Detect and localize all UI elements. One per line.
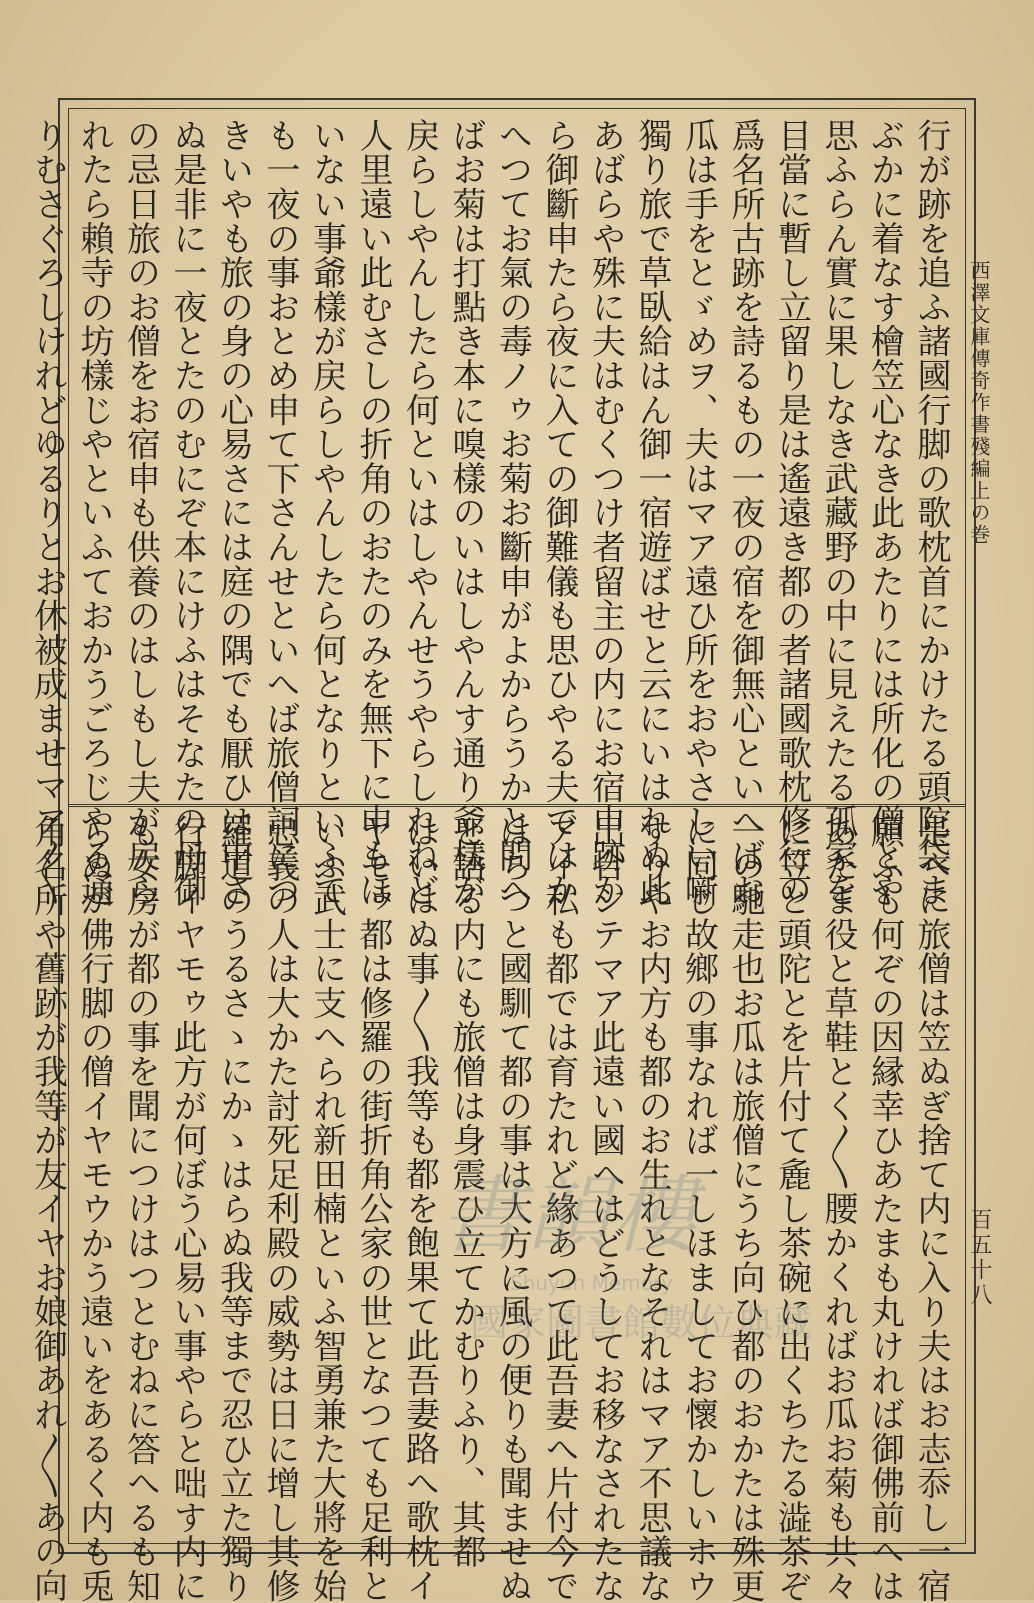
text-line: 行が跡を追ふ諸國行脚の歌枕首にかけたる頭陀袋ま	[911, 118, 951, 907]
text-line: 爲名所古跡を詩るもの一夜の宿を御無心といへばお	[725, 118, 765, 907]
text-line: も一夜の事おとめ申て下さんせといへば旅僧詞につ	[260, 118, 300, 907]
text-line: りむさぐろしけれどゆるりとお休被成ませマア〳〵	[27, 118, 68, 907]
text-line: 角名所や舊跡が我等が友イヤお娘御あれ〳〵あの向	[27, 814, 68, 1603]
text-line: 獨り旅で草臥給はん御一宿遊ばせと云にいはれぬ此	[632, 118, 672, 907]
text-line: 瓜は手をとゞめヲ、夫はマア遠ひ所をおやさしい噺	[678, 118, 719, 907]
running-head: 西澤文庫傳奇作書殘編上の巻	[967, 260, 991, 546]
text-line: 出合シテマア此遠い國へはどうしてお移なされたな	[585, 814, 626, 1603]
text-line: いふ武士に支へられ新田楠といふ智勇兼た大將を始	[306, 814, 347, 1603]
watermark-main-text: 書韻樓	[440, 1166, 699, 1264]
text-line: ヤモゥ都は修羅の街折角公家の世となつても足利と	[353, 814, 393, 1603]
text-line: ら御斷申たら夜に入ての御難儀も思ひやる夫ではか	[539, 118, 579, 907]
text-line: へつてお氣の毒ノゥお菊お斷申がよからうかと問へ	[492, 118, 533, 907]
text-line: の忌日旅のお僧をお宿申も供養のはしもし夫が戻ら	[120, 118, 161, 907]
text-line: はちつと國馴て都の事は大方に風の便りも聞ませぬ	[492, 814, 533, 1603]
upper-text-block	[27, 118, 954, 907]
text-line: はいはぬ事〳〵我等も都を飽果て此吾妻路へ歌枕イ	[399, 814, 440, 1603]
text-line: も女房が都の事を聞につけはつとむねに答へるも知	[120, 814, 161, 1603]
text-line: 是へに旅僧は笠ぬぎ捨て内に入り夫はお志忝し一宿	[911, 814, 951, 1603]
text-line: いない事爺樣が戻らしやんしたら何となりといふて	[306, 118, 347, 907]
text-line: 一の馳走也お瓜は旅僧にうち向ひ都のおかたは殊更	[725, 814, 765, 1603]
page-number: 百五十八	[967, 1208, 992, 1308]
text-line: ぬ是非に一夜とたのむにぞ本にけふはそなたの母御	[167, 118, 207, 907]
text-line: れたら賴寺の坊樣じやといふておかうごろじやる通	[74, 118, 114, 907]
text-line: らぬが佛行脚の僧イヤモウかう遠いをあるく内も兎	[74, 814, 114, 1603]
text-line: 願ふも何ぞの因縁幸ひあたまも丸ければ御佛前へは	[864, 814, 905, 1603]
text-line: ばお菊は打點き本に嗅樣のいはしやんす通り爺樣が	[446, 118, 486, 907]
text-line: 目當に暫し立留り是は遙遠き都の者諸國歌枕修行の	[771, 118, 812, 907]
text-line: ぶかに着なす檜笠心なき此あたりには所化の僧とや	[864, 118, 905, 907]
text-line: 羅道のうるさゝにかゝはらぬ我等まで忍ひ立た獨り	[213, 814, 254, 1603]
watermark-sub-text: 國家圖書館數位典藏	[470, 1301, 813, 1345]
text-line: すりやお内方も都のお生れとなそれはマア不思議な	[632, 814, 672, 1603]
lower-text-block	[27, 814, 954, 1603]
text-line: 思ふらん實に果しなき武藏野の中に見えたる孤家を	[818, 118, 858, 907]
text-line: と語る内にも旅僧は身震ひ立てかむりふり、其都	[446, 814, 486, 1569]
text-line: きいやも旅の身の心易さには庭の隅でも厭ひは申さ	[213, 118, 254, 907]
text-line: 忠義の人は大かた討死足利殿の威勢は日に增し其修	[260, 814, 300, 1603]
text-line: アイ私も都では育たれど緣あつて此吾妻へ片付今で	[539, 814, 579, 1603]
text-line: 行脚イヤモゥ此方が何ぼう心易い事やらと咄す内に	[167, 814, 207, 1603]
text-line: あばらや殊に夫はむくつけ者留主の内にお宿申跡か	[585, 118, 626, 907]
text-line: 人里遠い此むさしの折角のおたのみを無下に申もほ	[353, 118, 393, 907]
text-line: あたま役と草鞋とく〳〵腰かくればお瓜お菊も共々	[818, 814, 858, 1603]
text-line: 戻らしやんしたら何といはしやんせうやらしれねど	[399, 118, 440, 907]
watermark-latin-text: Shuyun Memory	[510, 1271, 673, 1295]
text-line: に同じ故鄉の事なれば一しほましてお懷かしいホウ	[678, 814, 719, 1603]
text-line: に笠と頭陀とを片付て麁し茶碗に出くちたる澁茶ぞ	[771, 814, 812, 1603]
